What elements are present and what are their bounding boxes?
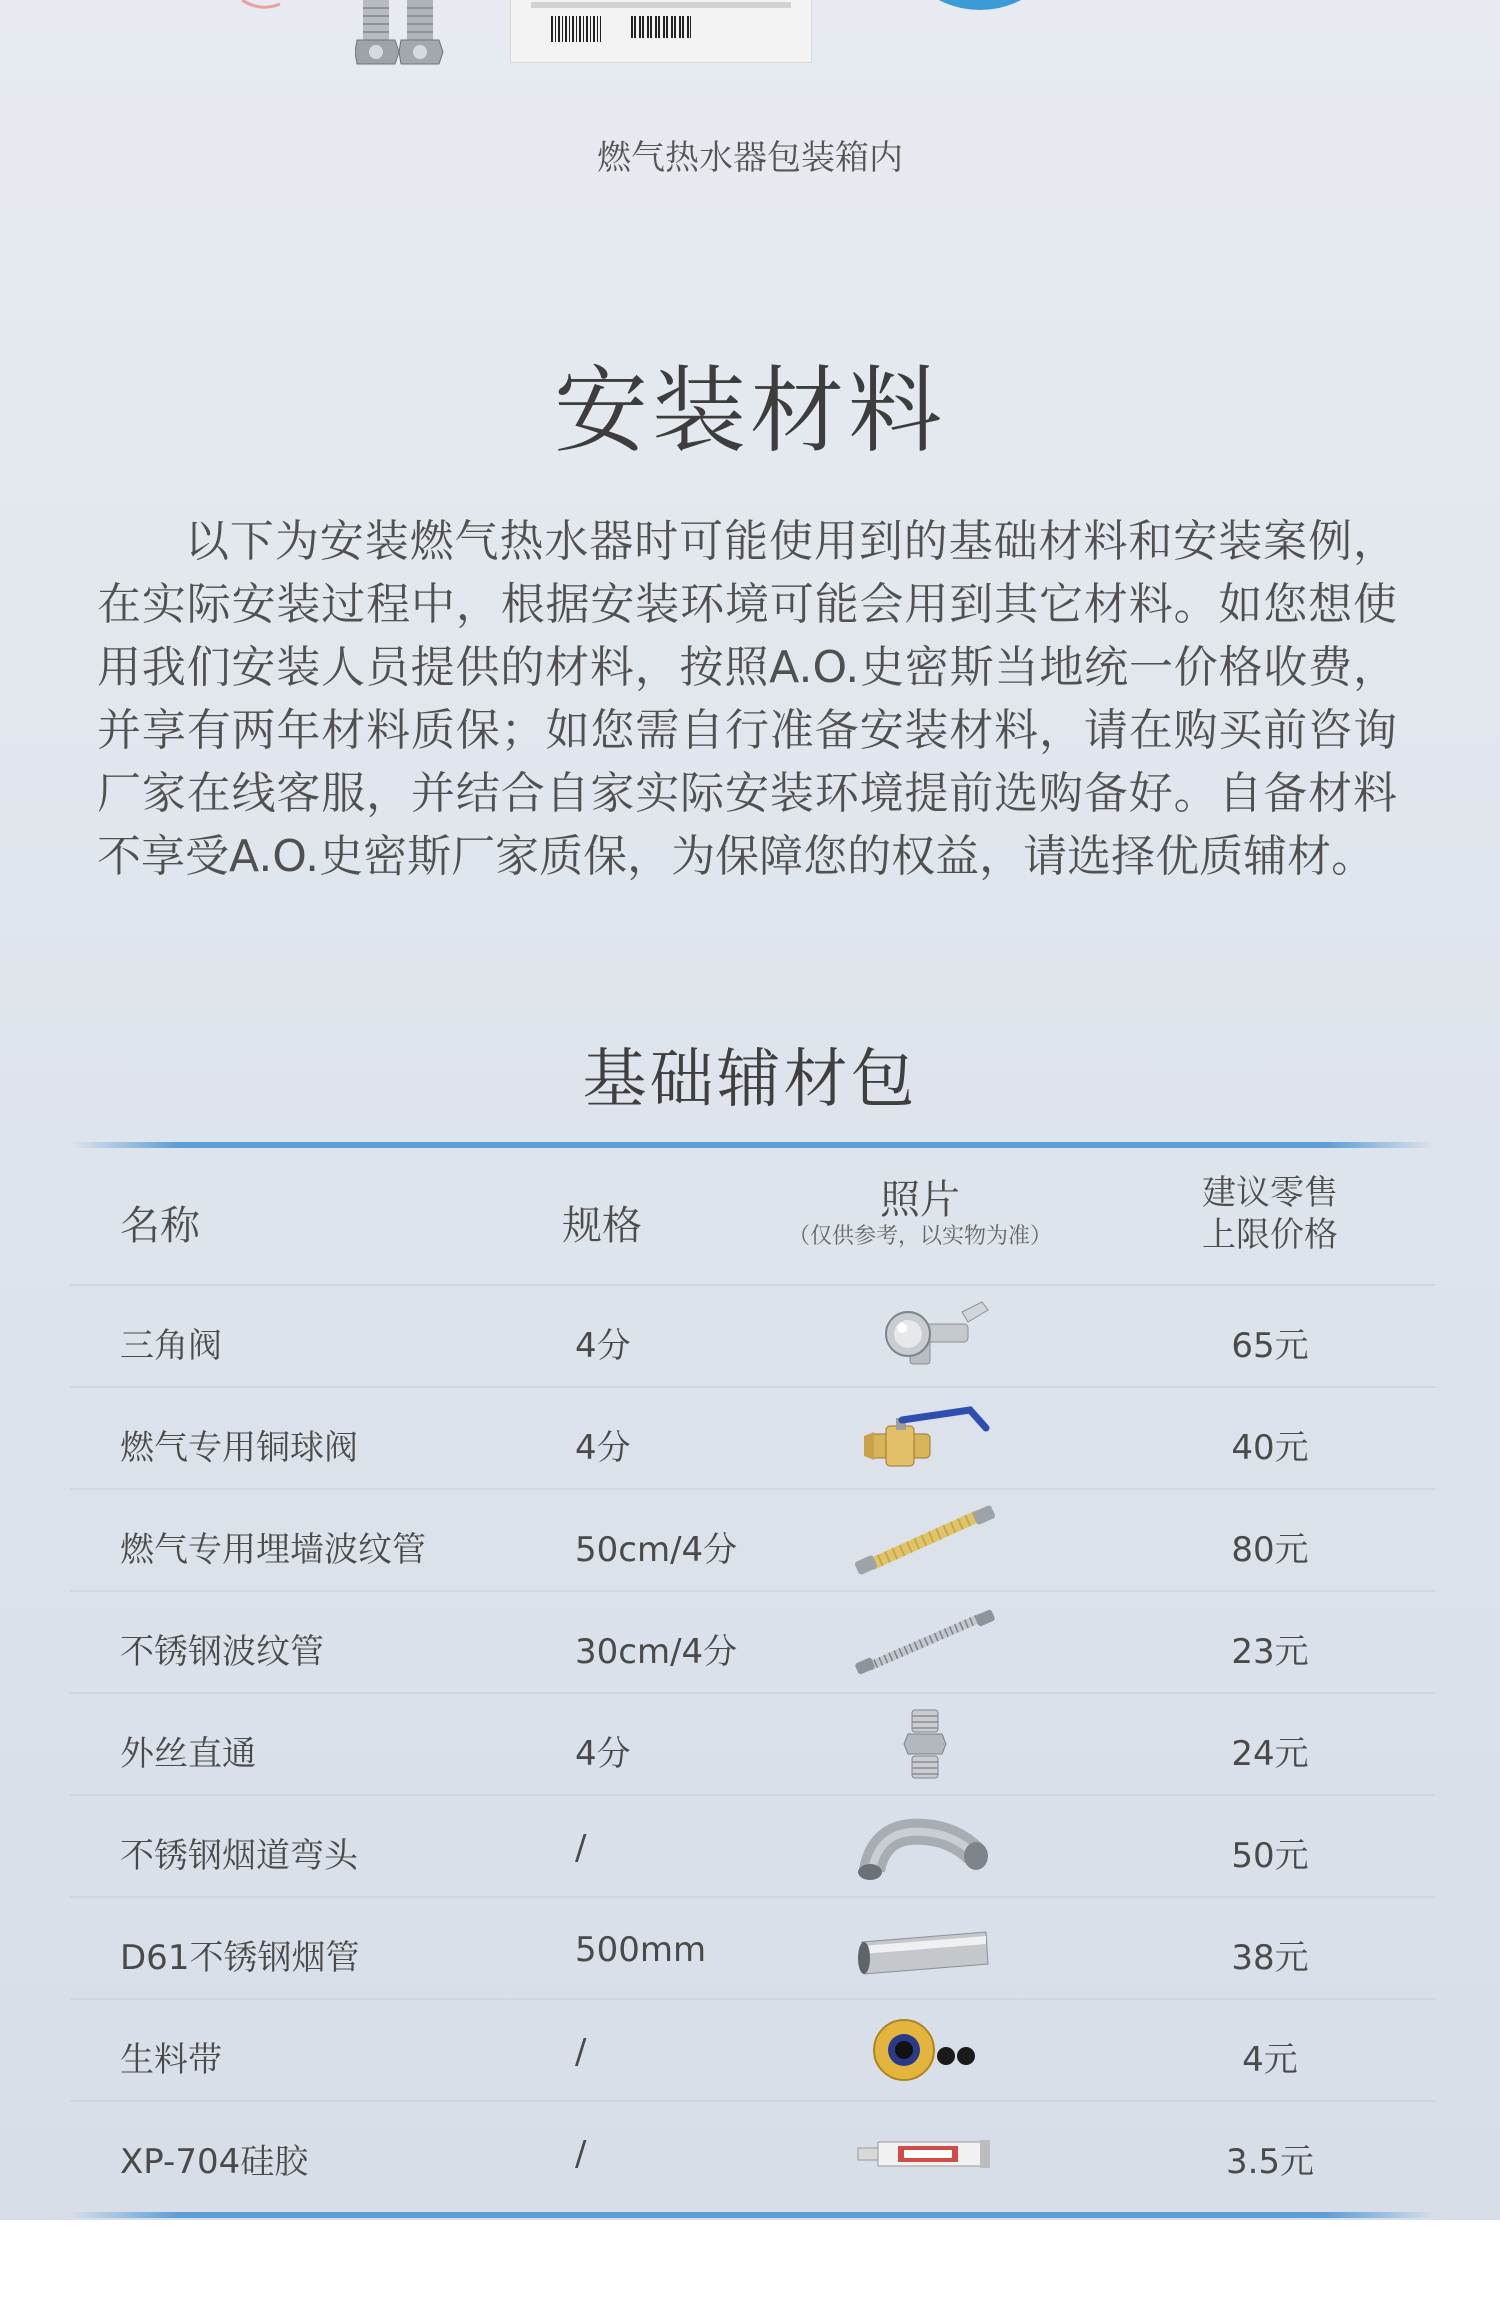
flue-elbow-icon bbox=[850, 1804, 1000, 1888]
header-price-line1: 建议零售 bbox=[1202, 1173, 1338, 1213]
header-photo bbox=[740, 1178, 1100, 1252]
row-name: 三角阀 bbox=[120, 1326, 222, 1366]
row-name: D61不锈钢烟管 bbox=[120, 1938, 360, 1978]
box-label-image bbox=[510, 0, 812, 63]
row-price: 3.5元 bbox=[1225, 2142, 1315, 2182]
yellow-corrugated-hose-icon bbox=[850, 1498, 1000, 1582]
row-price: 23元 bbox=[1231, 1632, 1309, 1672]
table-row bbox=[70, 1286, 1435, 1388]
row-spec: 50cm/4分 bbox=[575, 1530, 738, 1570]
row-price: 24元 bbox=[1231, 1734, 1309, 1774]
table-header bbox=[70, 1148, 1435, 1286]
decor-icon bbox=[240, 0, 300, 14]
section-title: 安装材料 bbox=[553, 357, 946, 466]
header-photo-note: （仅供参考，以实物为准） bbox=[787, 1224, 1052, 1249]
package-contents-photos bbox=[0, 0, 1500, 70]
row-price: 80元 bbox=[1231, 1530, 1309, 1570]
silicone-tube-icon bbox=[850, 2110, 1000, 2194]
row-price: 65元 bbox=[1231, 1326, 1309, 1366]
flue-pipe-icon bbox=[850, 1906, 1000, 1990]
table-row bbox=[70, 2102, 1435, 2202]
header-price bbox=[1170, 1172, 1370, 1256]
row-price: 40元 bbox=[1231, 1428, 1309, 1468]
intro-paragraph: 以下为安装燃气热水器时可能使用到的基础材料和安装案例，在实际安装过程中，根据安装环境可能会用到其它材料。如您想使用我们安装人员提供的材料，按照A.O.史密斯当地统一价格收费，并享有两年材料质保；如您需自行准备安装材料，请在购买前咨询厂家在线客服，并结合自家实际安装环境提前选购备好。自备材料不享受A.O.史密斯厂家质保，为保障您的权益，请选择优质辅材。 bbox=[97, 516, 1397, 882]
row-name: 不锈钢烟道弯头 bbox=[120, 1836, 358, 1876]
row-name: 外丝直通 bbox=[120, 1734, 256, 1774]
package-caption: 燃气热水器包装箱内 bbox=[597, 138, 903, 178]
row-spec: 4分 bbox=[575, 1734, 631, 1774]
header-spec: 规格 bbox=[562, 1203, 642, 1249]
table-title: 基础辅材包 bbox=[582, 1043, 918, 1117]
table-row bbox=[70, 1388, 1435, 1490]
table-row bbox=[70, 1694, 1435, 1796]
row-spec: 4分 bbox=[575, 1428, 631, 1468]
header-photo-label: 照片 bbox=[880, 1177, 960, 1223]
row-price: 38元 bbox=[1231, 1938, 1309, 1978]
angle-valve-icon bbox=[850, 1294, 1000, 1378]
ptfe-tape-icon bbox=[850, 2008, 1000, 2092]
header-price-line2: 上限价格 bbox=[1202, 1215, 1338, 1255]
fitting-nuts-icon bbox=[355, 0, 460, 66]
row-price: 4元 bbox=[1242, 2040, 1298, 2080]
materials-table bbox=[70, 1142, 1435, 2218]
row-spec: 4分 bbox=[575, 1326, 631, 1366]
table-row bbox=[70, 2000, 1435, 2102]
row-spec: / bbox=[575, 2032, 587, 2072]
blue-badge-graphic bbox=[890, 0, 1070, 10]
row-name: 生料带 bbox=[120, 2040, 222, 2080]
header-name: 名称 bbox=[120, 1203, 200, 1249]
row-spec: / bbox=[575, 2134, 587, 2174]
brass-ball-valve-icon bbox=[850, 1396, 1000, 1480]
row-name: 燃气专用埋墙波纹管 bbox=[120, 1530, 426, 1570]
row-spec: / bbox=[575, 1828, 587, 1868]
table-row bbox=[70, 1490, 1435, 1592]
threaded-nipple-icon bbox=[850, 1702, 1000, 1786]
table-row bbox=[70, 1898, 1435, 2000]
table-bottom-rule bbox=[70, 2212, 1435, 2218]
row-name: XP-704硅胶 bbox=[120, 2142, 309, 2182]
row-spec: 500mm bbox=[575, 1930, 707, 1970]
row-name: 不锈钢波纹管 bbox=[120, 1632, 324, 1672]
stainless-corrugated-hose-icon bbox=[850, 1600, 1000, 1684]
row-name: 燃气专用铜球阀 bbox=[120, 1428, 358, 1468]
row-price: 50元 bbox=[1231, 1836, 1309, 1876]
row-spec: 30cm/4分 bbox=[575, 1632, 738, 1672]
table-row bbox=[70, 1592, 1435, 1694]
table-row bbox=[70, 1796, 1435, 1898]
